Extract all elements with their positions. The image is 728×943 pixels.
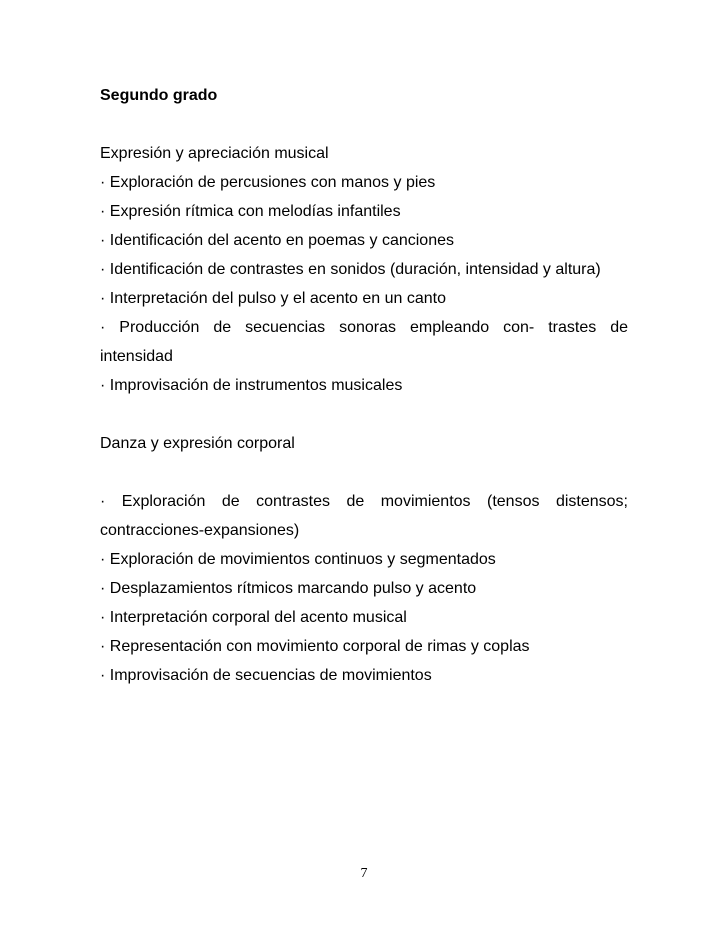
list-item: · Interpretación corporal del acento musical — [100, 609, 407, 626]
list-item: · Producción de secuencias sonoras empleando con- trastes de intensidad — [100, 319, 628, 365]
page-number: 7 — [360, 866, 368, 881]
section-title-musical: Expresión y apreciación musical — [100, 145, 329, 162]
list-item: · Expresión rítmica con melodías infantiles — [100, 203, 401, 220]
spacer — [100, 400, 628, 429]
list-item: · Exploración de contrastes de movimientos (tensos distensos; contracciones-expansiones) — [100, 493, 628, 539]
list-item: · Identificación del acento en poemas y canciones — [100, 232, 454, 249]
list-item: · Interpretación del pulso y el acento en un canto — [100, 290, 446, 307]
list-item: · Identificación de contrastes en sonidos (duración, intensidad y altura) — [100, 261, 601, 278]
page-content — [100, 81, 628, 690]
list-item: · Improvisación de instrumentos musicales — [100, 377, 403, 394]
list-item: · Exploración de percusiones con manos y pies — [100, 174, 436, 191]
section-title-dance: Danza y expresión corporal — [100, 435, 295, 452]
list-item: · Representación con movimiento corporal de rimas y coplas — [100, 638, 530, 655]
spacer — [100, 458, 628, 487]
list-item: · Improvisación de secuencias de movimientos — [100, 667, 432, 684]
spacer — [100, 110, 628, 139]
page-heading: Segundo grado — [100, 87, 218, 104]
list-item: · Desplazamientos rítmicos marcando pulso y acento — [100, 580, 477, 597]
list-item: · Exploración de movimientos continuos y segmentados — [100, 551, 496, 568]
